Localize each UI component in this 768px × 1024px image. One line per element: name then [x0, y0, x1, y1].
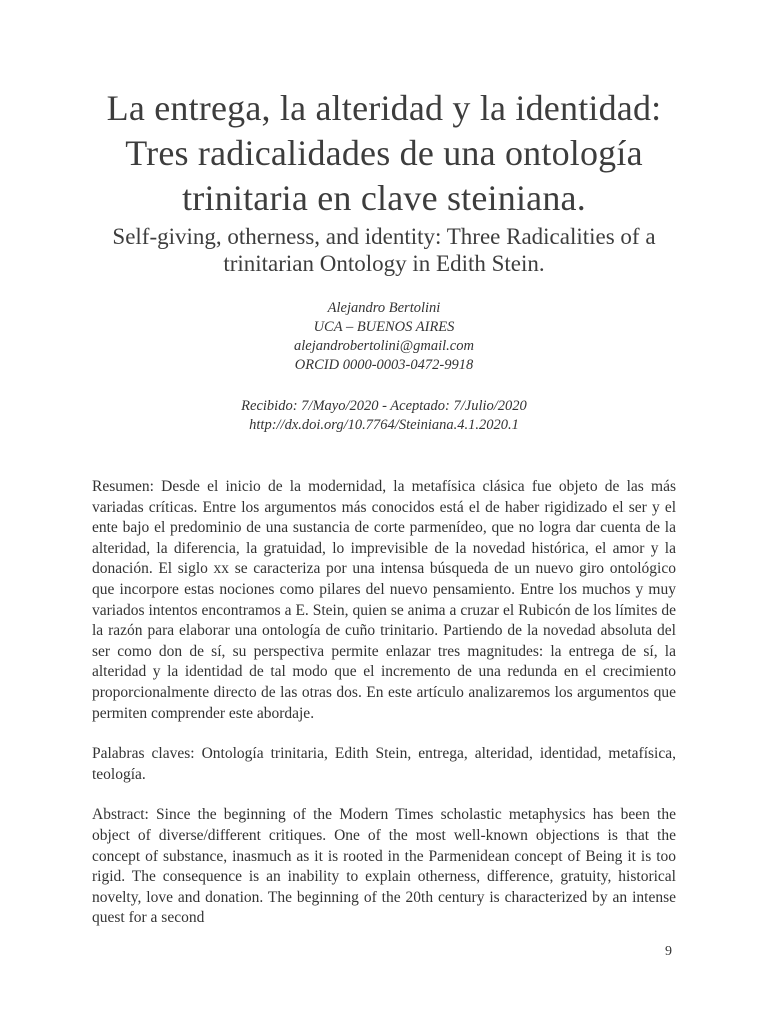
page-number: 9 — [665, 944, 672, 959]
received-accepted-dates: Recibido: 7/Mayo/2020 - Aceptado: 7/Julio/2020 — [241, 398, 527, 414]
title-english: Self-giving, otherness, and identity: Three Radicalities of a trinitarian Ontology in Edith Stein. — [112, 224, 656, 276]
title-spanish: La entrega, la alteridad y la identidad: Tres radicalidades de una ontología trinitaria en clave steiniana. — [106, 88, 662, 218]
doi-link[interactable]: http://dx.doi.org/10.7764/Steiniana.4.1.2020.1 — [249, 417, 519, 433]
author-block — [92, 299, 676, 375]
publication-info — [92, 397, 676, 435]
keywords-paragraph: Palabras claves: Ontología trinitaria, Edith Stein, entrega, alteridad, identidad, metafísica, teología. — [92, 745, 676, 783]
author-name: Alejandro Bertolini — [327, 300, 441, 316]
abstract-paragraph: Abstract: Since the beginning of the Modern Times scholastic metaphysics has been the object of diverse/different critiques. One of the most well-known objections is that the concept of substance, inasmuch as it is rooted in the Parmenidean concept of Being it is too rigid. The consequence is an inability to explain otherness, difference, gratuity, historical novelty, love and donation. The beginning of the 20th century is characterized by an intense quest for a second — [92, 806, 676, 927]
author-orcid: ORCID 0000-0003-0472-9918 — [294, 357, 474, 373]
author-affiliation: UCA – BUENOS AIRES — [313, 319, 455, 335]
resumen-paragraph: Resumen: Desde el inicio de la modernidad, la metafísica clásica fue objeto de las más variadas críticas. Entre los argumentos más conocidos está el de haber rigidizado el ser y el ente bajo el predominio de una sustancia de corte parmenídeo, que no logra dar cuenta de la alteridad, la diferencia, la gratuidad, lo imprevisible de la novedad histórica, el amor y la donación. El siglo xx se caracteriza por una intensa búsqueda de un nuevo giro ontológico que incorpore estas nociones como pilares del nuevo pensamiento. Entre los muchos y muy variados intentos encontramos a E. Stein, quien se anima a cruzar el Rubicón de los límites de la razón para elaborar una ontología de cuño trinitario. Partiendo de la novedad absoluta del ser como don de sí, su perspectiva permite enlazar tres magnitudes: la entrega de sí, la alteridad y la identidad de tal modo que el incremento de una redunda en el crecimiento proporcionalmente directo de las otras dos. En este artículo analizaremos los argumentos que permiten comprender este abordaje. — [92, 478, 676, 722]
author-email[interactable]: alejandrobertolini@gmail.com — [294, 338, 474, 354]
